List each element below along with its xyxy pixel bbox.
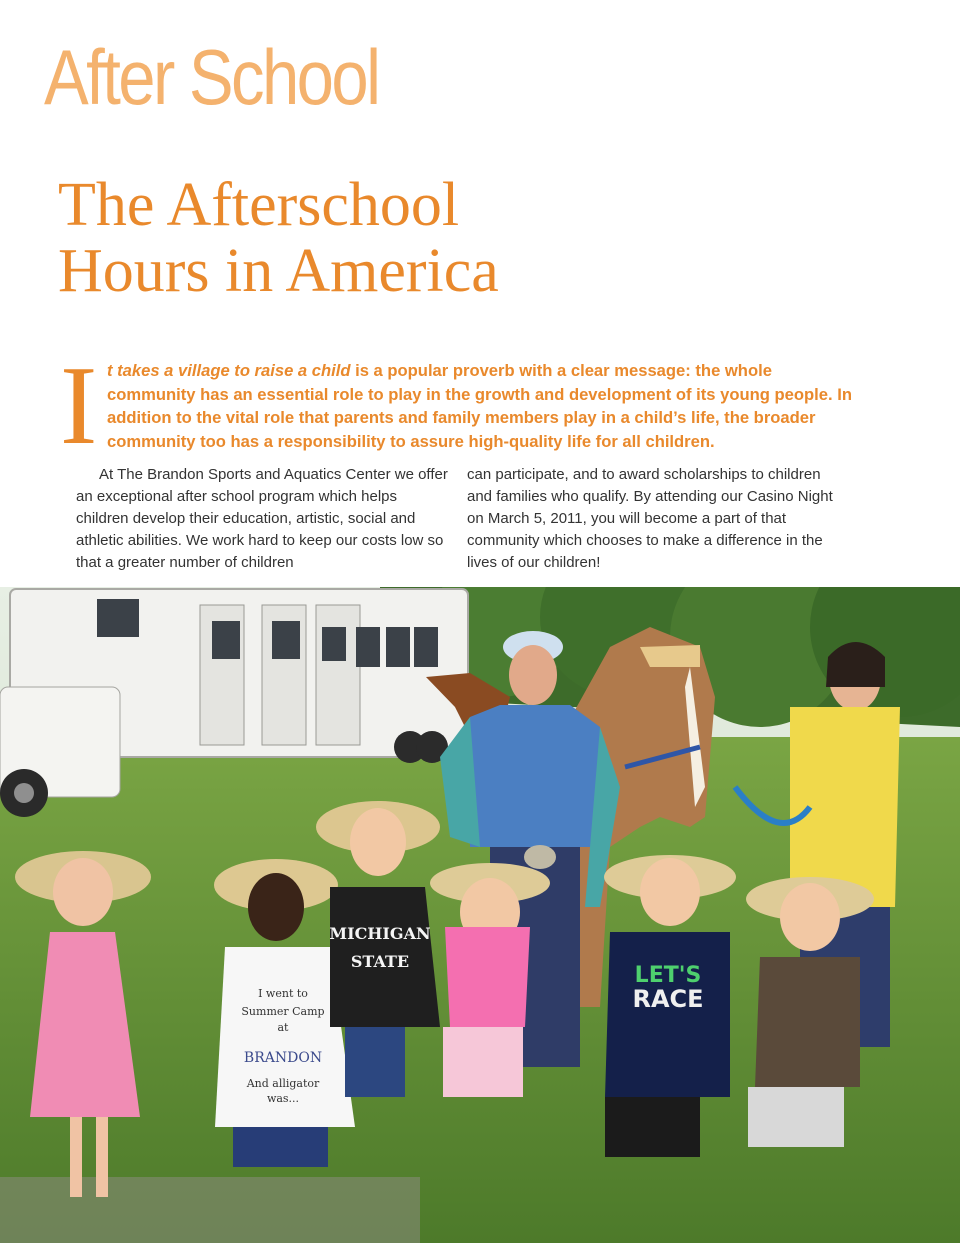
shirt-michigan: MICHIGAN [329,924,431,943]
article-title [58,172,499,304]
title-line-1: The Afterschool [58,171,460,239]
section-heading: After School [44,33,379,121]
shirt-text-6: was... [266,1092,300,1105]
shirt-lets: LET'S [634,963,702,988]
path [0,1177,420,1243]
intro-text: is a popular proverb with a clear message: the whole community has an essential role to play in the growth and development of its young people. In addition to the vital role that parents and family members play in a child’s life, the broader community too has a responsibility to assure high-quality life for all children. [107,361,852,451]
group-photo [0,587,960,1243]
body-column-right: can participate, and to award scholarships to children and families who qualify. By attending our Casino Night on March 5, 2011, you will become a part of that community which chooses to make a difference in the lives of our children! [467,466,833,571]
shirt-text-4: BRANDON [243,1050,323,1066]
intro-proverb: t takes a village to raise a child [107,361,351,380]
pickup-truck [0,687,120,817]
shirt-text-3: at [277,1021,289,1034]
shirt-text-2: Summer Camp [241,1005,325,1018]
shirt-text-5: And alligator [246,1077,320,1090]
drop-cap: I [60,344,98,468]
body-column-left: At The Brandon Sports and Aquatics Center we offer an exceptional after school program which helps children develop their education, artistic, social and athletic abilities. We work hard to keep our costs low so that a greater number of children [76,466,448,571]
title-line-2: Hours in America [58,237,499,305]
shirt-state: STATE [350,952,410,971]
shirt-text-1: I went to [258,987,308,1000]
shirt-race: RACE [632,985,704,1013]
intro-paragraph [107,359,857,453]
